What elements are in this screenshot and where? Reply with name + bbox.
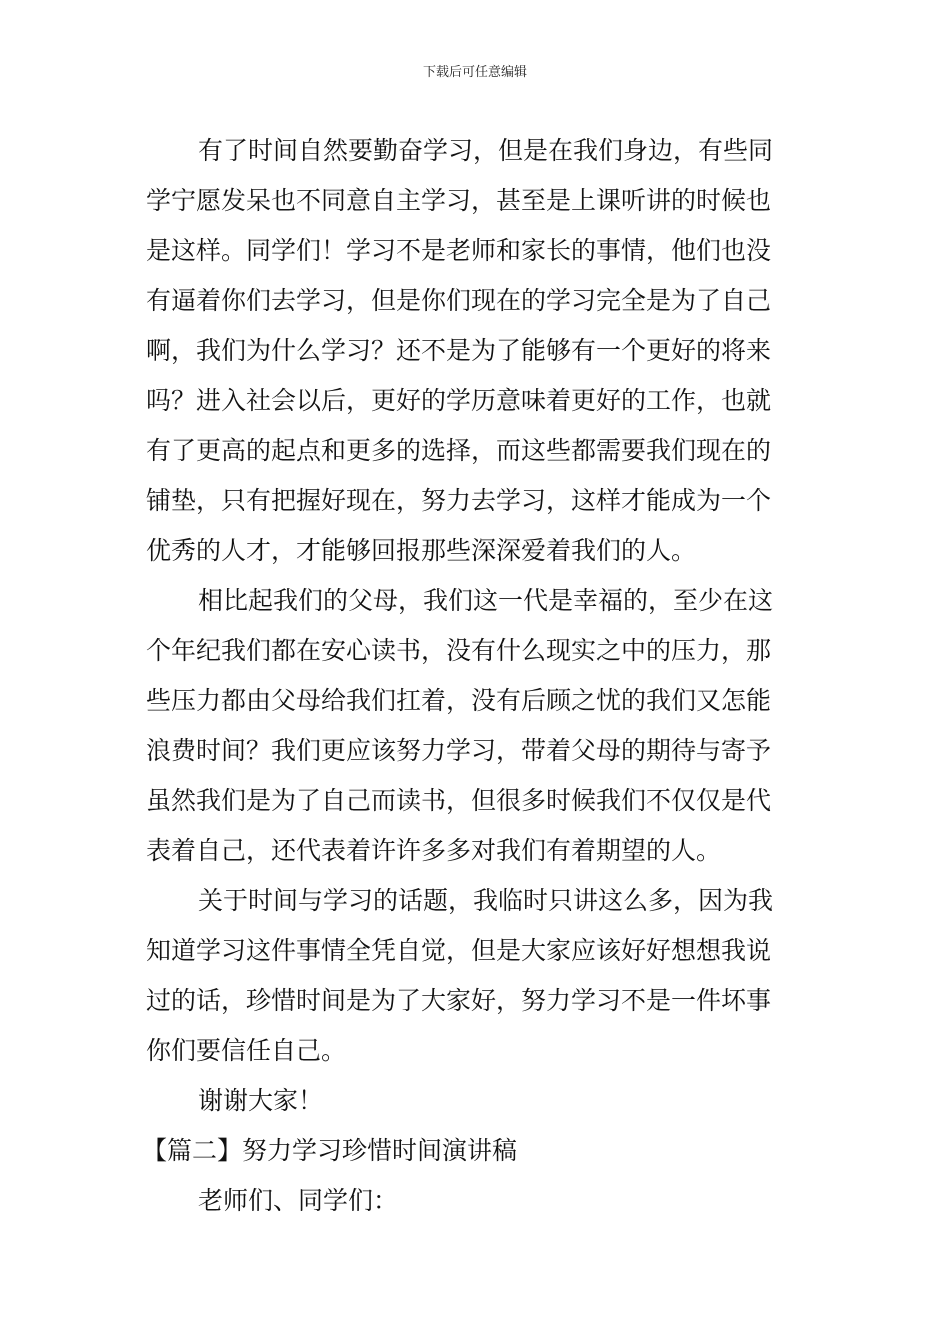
paragraph-line: 啊，我们为什么学习？还不是为了能够有一个更好的将来 <box>146 336 772 365</box>
page-header-note: 下载后可任意编辑 <box>422 65 527 80</box>
closing-line: 谢谢大家！ <box>198 1086 324 1115</box>
paragraph-line: 些压力都由父母给我们扛着，没有后顾之忧的我们又怎能 <box>146 686 772 715</box>
document-body <box>142 126 806 1226</box>
paragraph-line: 优秀的人才，才能够回报那些深深爱着我们的人。 <box>146 536 697 565</box>
paragraph-line: 过的话，珍惜时间是为了大家好，努力学习不是一件坏事 <box>146 986 772 1015</box>
paragraph-line: 知道学习这件事情全凭自觉，但是大家应该好好想想我说 <box>146 936 772 965</box>
paragraph-line: 有逼着你们去学习，但是你们现在的学习完全是为了自己 <box>146 286 772 315</box>
paragraph-line: 关于时间与学习的话题，我临时只讲这么多，因为我 <box>198 886 774 915</box>
paragraph-line: 有了更高的起点和更多的选择，而这些都需要我们现在的 <box>146 436 772 465</box>
paragraph-line: 是这样。同学们！学习不是老师和家长的事情，他们也没 <box>146 236 772 265</box>
paragraph-line: 浪费时间？我们更应该努力学习，带着父母的期待与寄予 <box>146 736 772 765</box>
paragraph-line: 表着自己，还代表着许许多多对我们有着期望的人。 <box>146 836 722 865</box>
greeting-line: 老师们、同学们： <box>198 1186 399 1215</box>
paragraph-line: 学宁愿发呆也不同意自主学习，甚至是上课听讲的时候也 <box>146 186 772 215</box>
paragraph-line: 相比起我们的父母，我们这一代是幸福的，至少在这 <box>198 586 774 615</box>
paragraph-line: 有了时间自然要勤奋学习，但是在我们身边，有些同 <box>198 136 774 165</box>
paragraph-line: 吗？进入社会以后，更好的学历意味着更好的工作，也就 <box>146 386 772 415</box>
paragraph-line: 你们要信任自己。 <box>146 1036 347 1065</box>
paragraph-line: 个年纪我们都在安心读书，没有什么现实之中的压力，那 <box>146 636 772 665</box>
paragraph-line: 铺垫，只有把握好现在，努力去学习，这样才能成为一个 <box>146 486 772 515</box>
section-heading: 【篇二】努力学习珍惜时间演讲稿 <box>142 1136 518 1165</box>
paragraph-line: 虽然我们是为了自己而读书，但很多时候我们不仅仅是代 <box>146 786 772 815</box>
